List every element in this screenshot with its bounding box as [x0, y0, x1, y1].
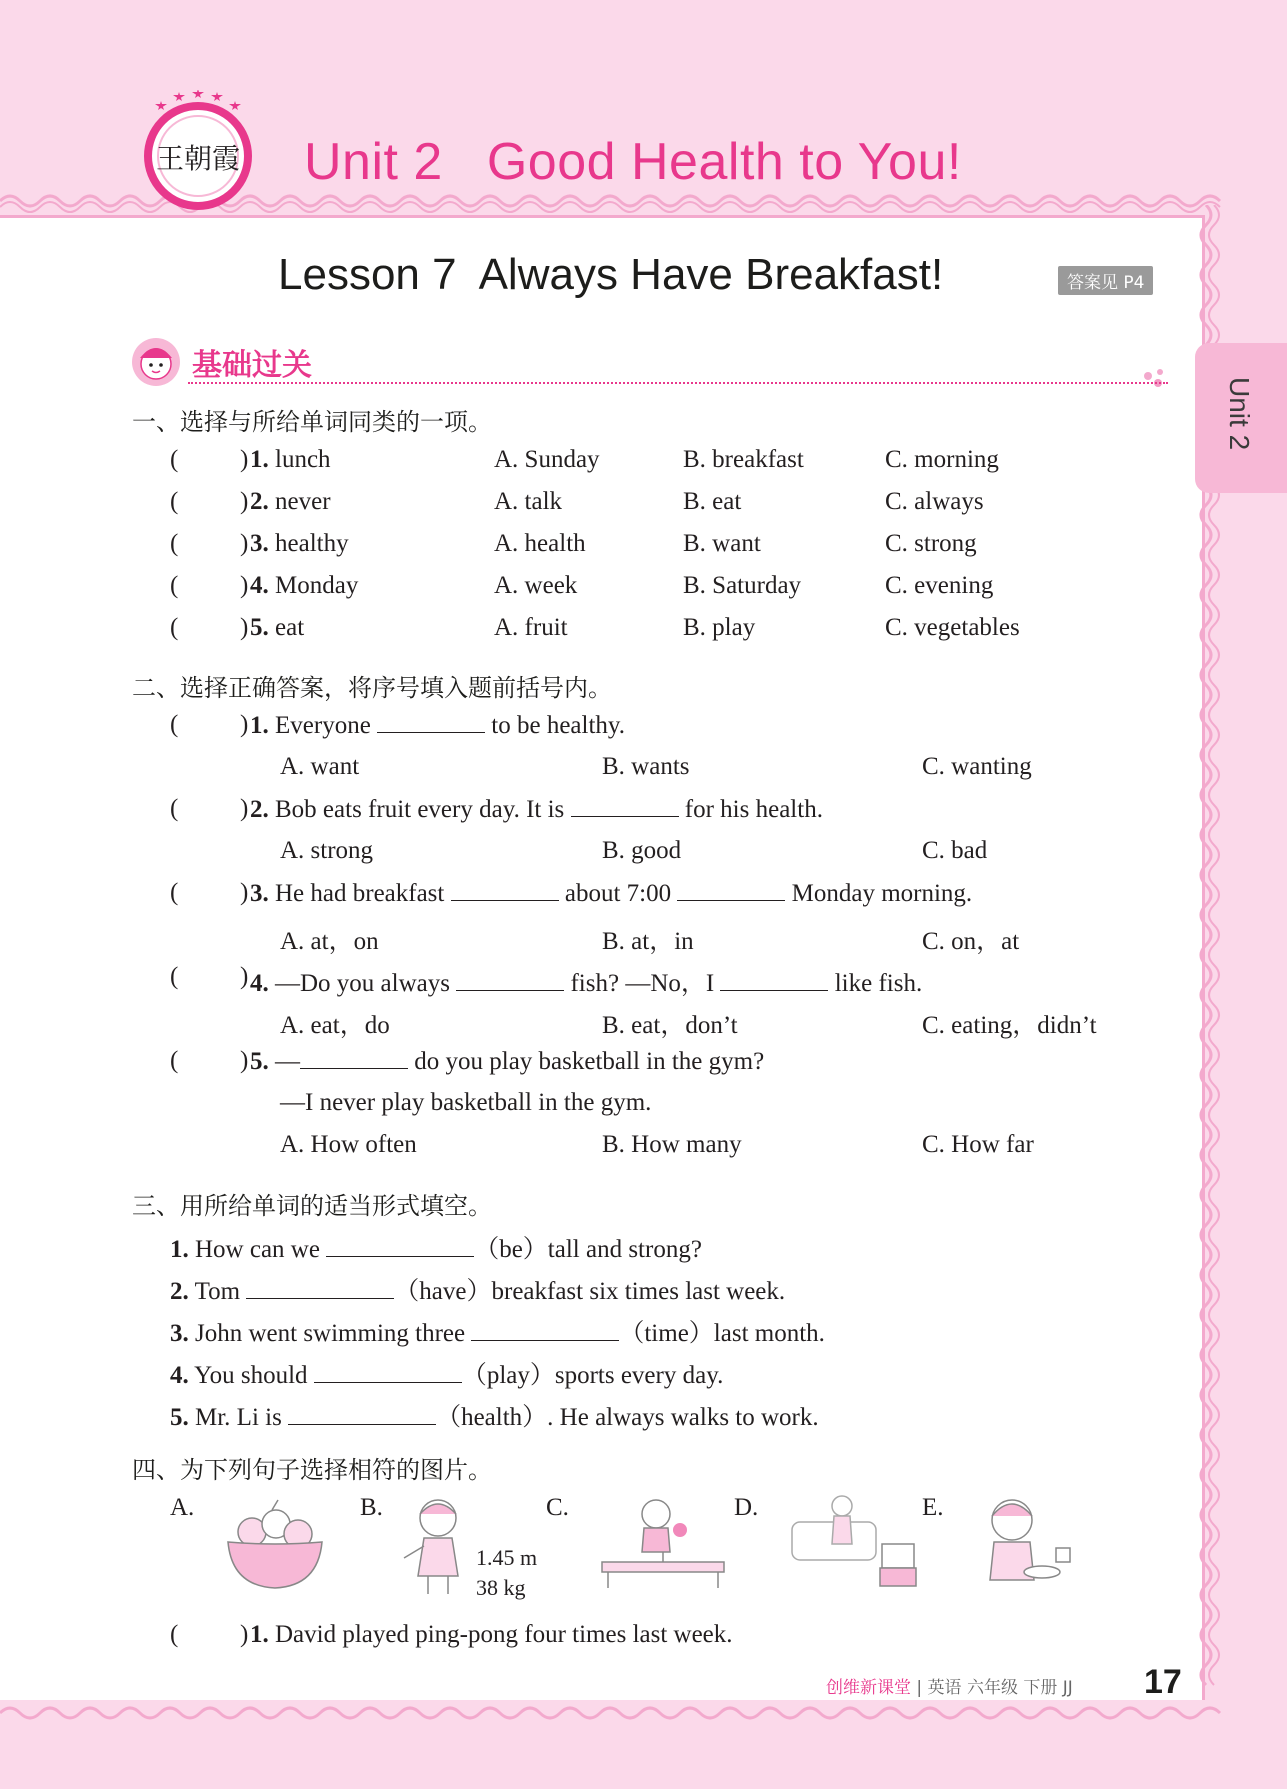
answer-blank[interactable]: [471, 1319, 619, 1341]
picture-b-weight: 38 kg: [476, 1575, 526, 1600]
answer-bracket-close: ): [240, 572, 249, 599]
option-b: B. play: [683, 614, 756, 641]
answer-blank[interactable]: [456, 969, 564, 991]
answer-bracket-close: ): [240, 530, 249, 557]
watching-tv-picture: [786, 1492, 922, 1592]
option-a: A. Sunday: [494, 446, 600, 473]
unit-title: Unit 2 Good Health to You!: [304, 133, 962, 191]
option-c: C. wanting: [922, 753, 1032, 780]
option-a: A. health: [494, 530, 586, 557]
option-a: A. want: [280, 753, 360, 780]
option-c: C. strong: [885, 530, 977, 557]
section-banner: [128, 336, 1178, 388]
option-c: C. evening: [885, 572, 994, 599]
answer-blank[interactable]: [326, 1235, 474, 1257]
part2-answer-line: —I never play basketball in the gym.: [280, 1089, 652, 1116]
answer-bracket-close: ): [240, 795, 249, 822]
option-b: B. eat，don’t: [602, 1012, 738, 1039]
answer-bracket-close: ): [240, 1047, 249, 1074]
answer-bracket-close: ): [240, 1621, 249, 1648]
answer-bracket[interactable]: (: [170, 614, 179, 641]
option-a: A. talk: [494, 488, 563, 515]
svg-text:王朝霞: 王朝霞: [155, 142, 241, 175]
option-a: A. fruit: [494, 614, 568, 641]
answer-blank[interactable]: [571, 795, 679, 817]
part3-question: 2. Tom （have）breakfast six times last week.: [170, 1278, 786, 1305]
option-b: B. How many: [602, 1131, 742, 1158]
picture-label-c: C.: [546, 1494, 569, 1521]
option-b: B. Saturday: [683, 572, 802, 599]
answer-bracket[interactable]: (: [170, 572, 179, 599]
option-b: B. good: [602, 837, 682, 864]
part3-question: 5. Mr. Li is （health）. He always walks to work.: [170, 1404, 819, 1431]
lesson-title: Lesson 7 Always Have Breakfast!: [278, 250, 944, 299]
option-a: A. strong: [280, 837, 374, 864]
part3-question: 4. You should （play）sports every day.: [170, 1362, 724, 1389]
option-b: B. breakfast: [683, 446, 804, 473]
girl-measurement-picture: [398, 1496, 472, 1596]
option-a: A. How often: [280, 1131, 417, 1158]
answer-bracket-close: ): [240, 446, 249, 473]
picture-label-a: A.: [170, 1494, 195, 1521]
picture-label-d: D.: [734, 1494, 759, 1521]
option-c: C. How far: [922, 1131, 1034, 1158]
picture-b-height: 1.45 m: [476, 1545, 538, 1570]
part4-heading: 四、为下列句子选择相符的图片。: [132, 1456, 492, 1484]
part3-heading: 三、用所给单词的适当形式填空。: [132, 1192, 492, 1220]
option-a: A. week: [494, 572, 578, 599]
answer-blank[interactable]: [288, 1403, 436, 1425]
section-label: 基础过关: [192, 348, 312, 383]
option-c: C. vegetables: [885, 614, 1020, 641]
option-c: C. always: [885, 488, 984, 515]
footer-info: 创维新课堂 | 英语 六年级 下册 JJ: [826, 1678, 1073, 1698]
answer-bracket[interactable]: (: [170, 446, 179, 473]
part2-heading: 二、选择正确答案，将序号填入题前括号内。: [132, 674, 612, 702]
answer-blank[interactable]: [246, 1277, 394, 1299]
part3-question: 3. John went swimming three （time）last month.: [170, 1320, 825, 1347]
page-number: 17: [1144, 1663, 1182, 1701]
dotted-divider: [188, 382, 1168, 384]
option-b: B. want: [683, 530, 761, 557]
answer-reference-tag: 答案见 P4: [1058, 266, 1153, 295]
option-c: C. bad: [922, 837, 988, 864]
answer-bracket-close: ): [240, 879, 249, 906]
answer-bracket[interactable]: (: [170, 711, 179, 738]
answer-bracket[interactable]: (: [170, 1047, 179, 1074]
girl-eating-picture: [970, 1492, 1074, 1596]
answer-bracket[interactable]: (: [170, 1621, 179, 1648]
answer-bracket-close: ): [240, 614, 249, 641]
part1-heading: 一、选择与所给单词同类的一项。: [132, 408, 492, 436]
answer-bracket[interactable]: (: [170, 530, 179, 557]
answer-bracket[interactable]: (: [170, 488, 179, 515]
part3-question: 1. How can we （be）tall and strong?: [170, 1236, 702, 1263]
option-c: C. morning: [885, 446, 999, 473]
option-a: A. eat，do: [280, 1012, 390, 1039]
answer-bracket[interactable]: (: [170, 963, 179, 990]
answer-blank[interactable]: [720, 969, 828, 991]
girl-avatar-icon: [128, 336, 184, 388]
answer-blank[interactable]: [677, 879, 785, 901]
answer-bracket[interactable]: (: [170, 879, 179, 906]
option-b: B. at，in: [602, 928, 694, 955]
ping-pong-picture: [598, 1496, 728, 1592]
answer-bracket-close: ): [240, 711, 249, 738]
option-b: B. eat: [683, 488, 742, 515]
side-tab-unit: Unit 2: [1195, 343, 1287, 493]
bottom-wave-border: [0, 1700, 1287, 1726]
option-c: C. eating，didn’t: [922, 1012, 1097, 1039]
option-c: C. on，at: [922, 928, 1020, 955]
answer-blank[interactable]: [300, 1047, 408, 1069]
picture-label-b: B.: [360, 1494, 383, 1521]
answer-bracket-close: ): [240, 488, 249, 515]
option-a: A. at，on: [280, 928, 379, 955]
answer-blank[interactable]: [451, 879, 559, 901]
answer-blank[interactable]: [377, 711, 485, 733]
brand-logo: [138, 90, 258, 210]
fruit-bowl-picture: [222, 1496, 328, 1592]
decorative-dots: [1140, 366, 1180, 390]
option-b: B. wants: [602, 753, 690, 780]
answer-blank[interactable]: [314, 1361, 462, 1383]
answer-bracket-close: ): [240, 963, 249, 990]
answer-bracket[interactable]: (: [170, 795, 179, 822]
picture-label-e: E.: [922, 1494, 944, 1521]
